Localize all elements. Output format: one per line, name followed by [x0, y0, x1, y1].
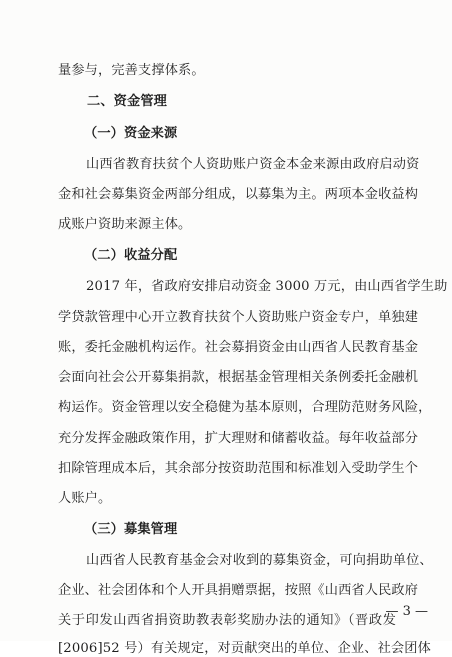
subsection-heading: （三）募集管理	[84, 522, 178, 537]
paragraph-line: 学贷款管理中心开立教育扶贫个人资助账户资金专户，单独建	[58, 310, 419, 325]
paragraph-line: 企业、社会团体和个人开具捐赠票据，按照《山西省人民政府	[58, 583, 419, 598]
paragraph-line: 会面向社会公开募集捐款，根据基金管理相关条例委托金融机	[58, 370, 419, 385]
subsection-heading: （二）收益分配	[84, 248, 178, 263]
paragraph-line: 山西省人民教育基金会对收到的募集资金，可向捐助单位、	[86, 553, 433, 568]
paragraph-line: 关于印发山西省捐资助教表彰奖励办法的通知》（晋政发	[58, 613, 396, 628]
paragraph-line: 构运作。资金管理以安全稳健为基本原则，合理防范财务风险，	[58, 400, 432, 415]
paragraph-line: [2006]52 号）有关规定，对贡献突出的单位、企业、社会团体	[58, 641, 431, 656]
paragraph-line: 成账户资助来源主体。	[58, 217, 192, 232]
paragraph-line: 山西省教育扶贫个人资助账户资金本金来源由政府启动资	[86, 157, 420, 172]
paragraph-line: 2017 年，省政府安排启动资金 3000 万元，由山西省学生助	[86, 279, 448, 294]
paragraph-line: 扣除管理成本后，其余部分按资助范围和标准划入受助学生个	[58, 461, 419, 476]
section-heading: 二、资金管理	[87, 94, 168, 109]
paragraph-line: 人账户。	[58, 491, 112, 506]
paragraph-line: 金和社会募集资金两部分组成，以募集为主。两项本金收益构	[58, 187, 419, 202]
paragraph-line: 账，委托金融机构运作。社会募捐资金由山西省人民教育基金	[58, 340, 419, 355]
subsection-heading: （一）资金来源	[84, 126, 178, 141]
page-number: — 3 —	[385, 604, 428, 619]
paragraph-line: 充分发挥金融政策作用，扩大理财和储蓄收益。每年收益部分	[58, 431, 419, 446]
paragraph-line: 量参与，完善支撑体系。	[58, 63, 205, 78]
